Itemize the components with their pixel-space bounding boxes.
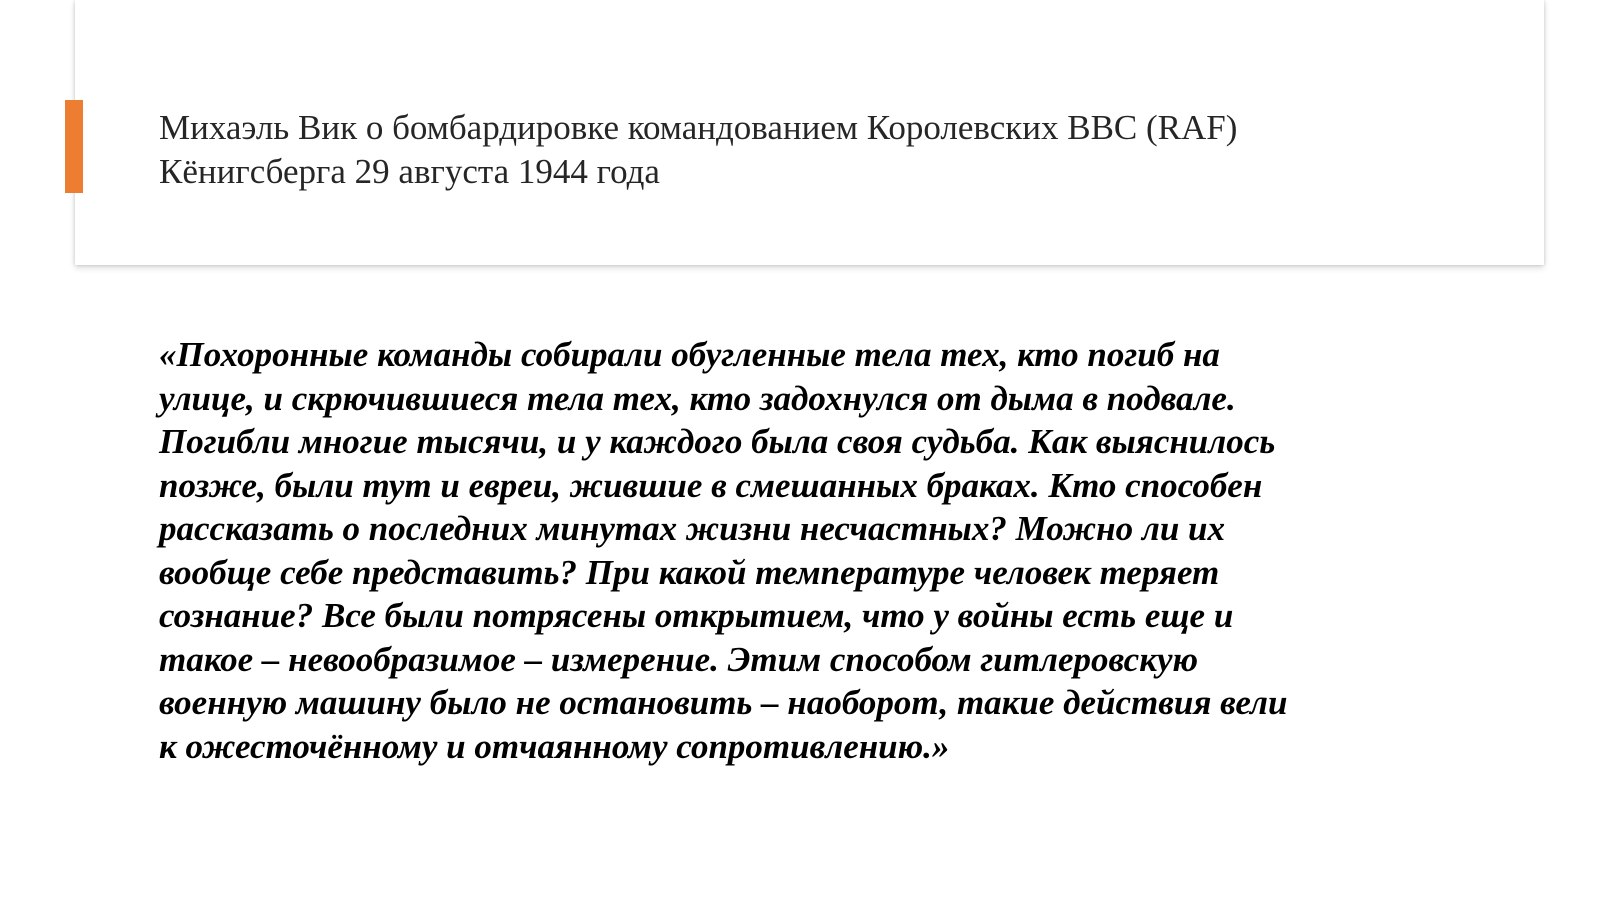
quote-line: вообще себе представить? При какой температуре человек теряет [159, 552, 1220, 592]
accent-bar [65, 100, 83, 193]
quote-line: Погибли многие тысячи, и у каждого была своя судьба. Как выяснилось [159, 422, 1276, 461]
quote-line: сознание? Все были потрясены открытием, что у войны есть еще и [159, 596, 1234, 635]
quote-line: «Похоронные команды собирали обугленные тела тех, кто погиб на [159, 335, 1220, 374]
slide-title [159, 106, 1499, 194]
title-line: Михаэль Вик о бомбардировке командованием Королевских ВВС (RAF) [159, 108, 1238, 147]
title-line: Кёнигсберга 29 августа 1944 года [159, 152, 660, 191]
quote-line: такое – невообразимое – измерение. Этим способом гитлеровскую [159, 639, 1199, 679]
quote-line: позже, были тут и евреи, жившие в смешанных браках. Кто способен [159, 465, 1263, 505]
quote-line: к ожесточённому и отчаянному сопротивлению.» [159, 726, 950, 766]
quote-line: военную машину было не остановить – наоборот, такие действия вели [159, 683, 1288, 722]
quote-body [159, 333, 1489, 768]
quote-line: рассказать о последних минутах жизни несчастных? Можно ли их [159, 509, 1225, 548]
quote-line: улице, и скрючившиеся тела тех, кто задохнулся от дыма в подвале. [159, 378, 1236, 418]
